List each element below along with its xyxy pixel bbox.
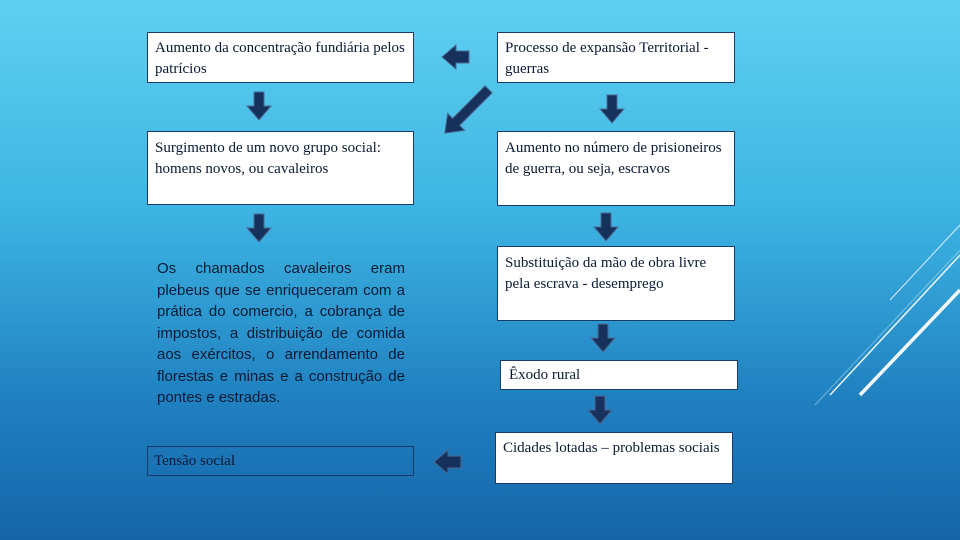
cavaleiros-description: Os chamados cavaleiros eram plebeus que se enriqueceram com a prática do comercio, a cobrança de impostos, a distribuição de comida aos exércitos, o arrendamento de florestas e minas e a construção de pontes e estradas. [157,260,405,406]
arrow-down-right-2-icon [594,213,618,241]
arrow-diagonal-icon [436,81,497,142]
box-prisioneiros-text: Aumento no número de prisioneiros de guerra, ou seja, escravos [505,140,722,177]
box-cidades-text: Cidades lotadas – problemas sociais [503,440,720,456]
box-novo-grupo-social [147,131,414,205]
box-concentracao-fundiaria [147,32,414,83]
box-novo-grupo-text: Surgimento de um novo grupo social: homens novos, ou cavaleiros [155,140,381,177]
arrow-down-left-2-icon [247,214,271,242]
box-concentracao-text: Aumento da concentração fundiária pelos patrícios [155,40,405,77]
box-prisioneiros-guerra [497,131,735,206]
arrow-left-bottom-icon [434,450,461,474]
box-expansao-text: Processo de expansão Territorial - guerras [505,40,709,77]
box-substituicao-mao-de-obra [497,246,735,321]
box-tensao-social [147,446,414,476]
box-cidades-lotadas [495,432,733,484]
box-exodo-rural [500,360,738,390]
arrow-down-left-1-icon [247,92,271,120]
box-expansao-territorial [497,32,735,83]
box-exodo-text: Êxodo rural [509,367,581,383]
box-substituicao-text: Substituição da mão de obra livre pela escrava - desemprego [505,255,707,292]
arrow-left-top-icon [442,45,469,69]
arrow-down-right-4-icon [588,396,612,424]
arrow-down-right-1-icon [600,95,624,123]
arrow-down-right-3-icon [591,324,615,352]
box-tensao-text: Tensão social [154,453,236,469]
